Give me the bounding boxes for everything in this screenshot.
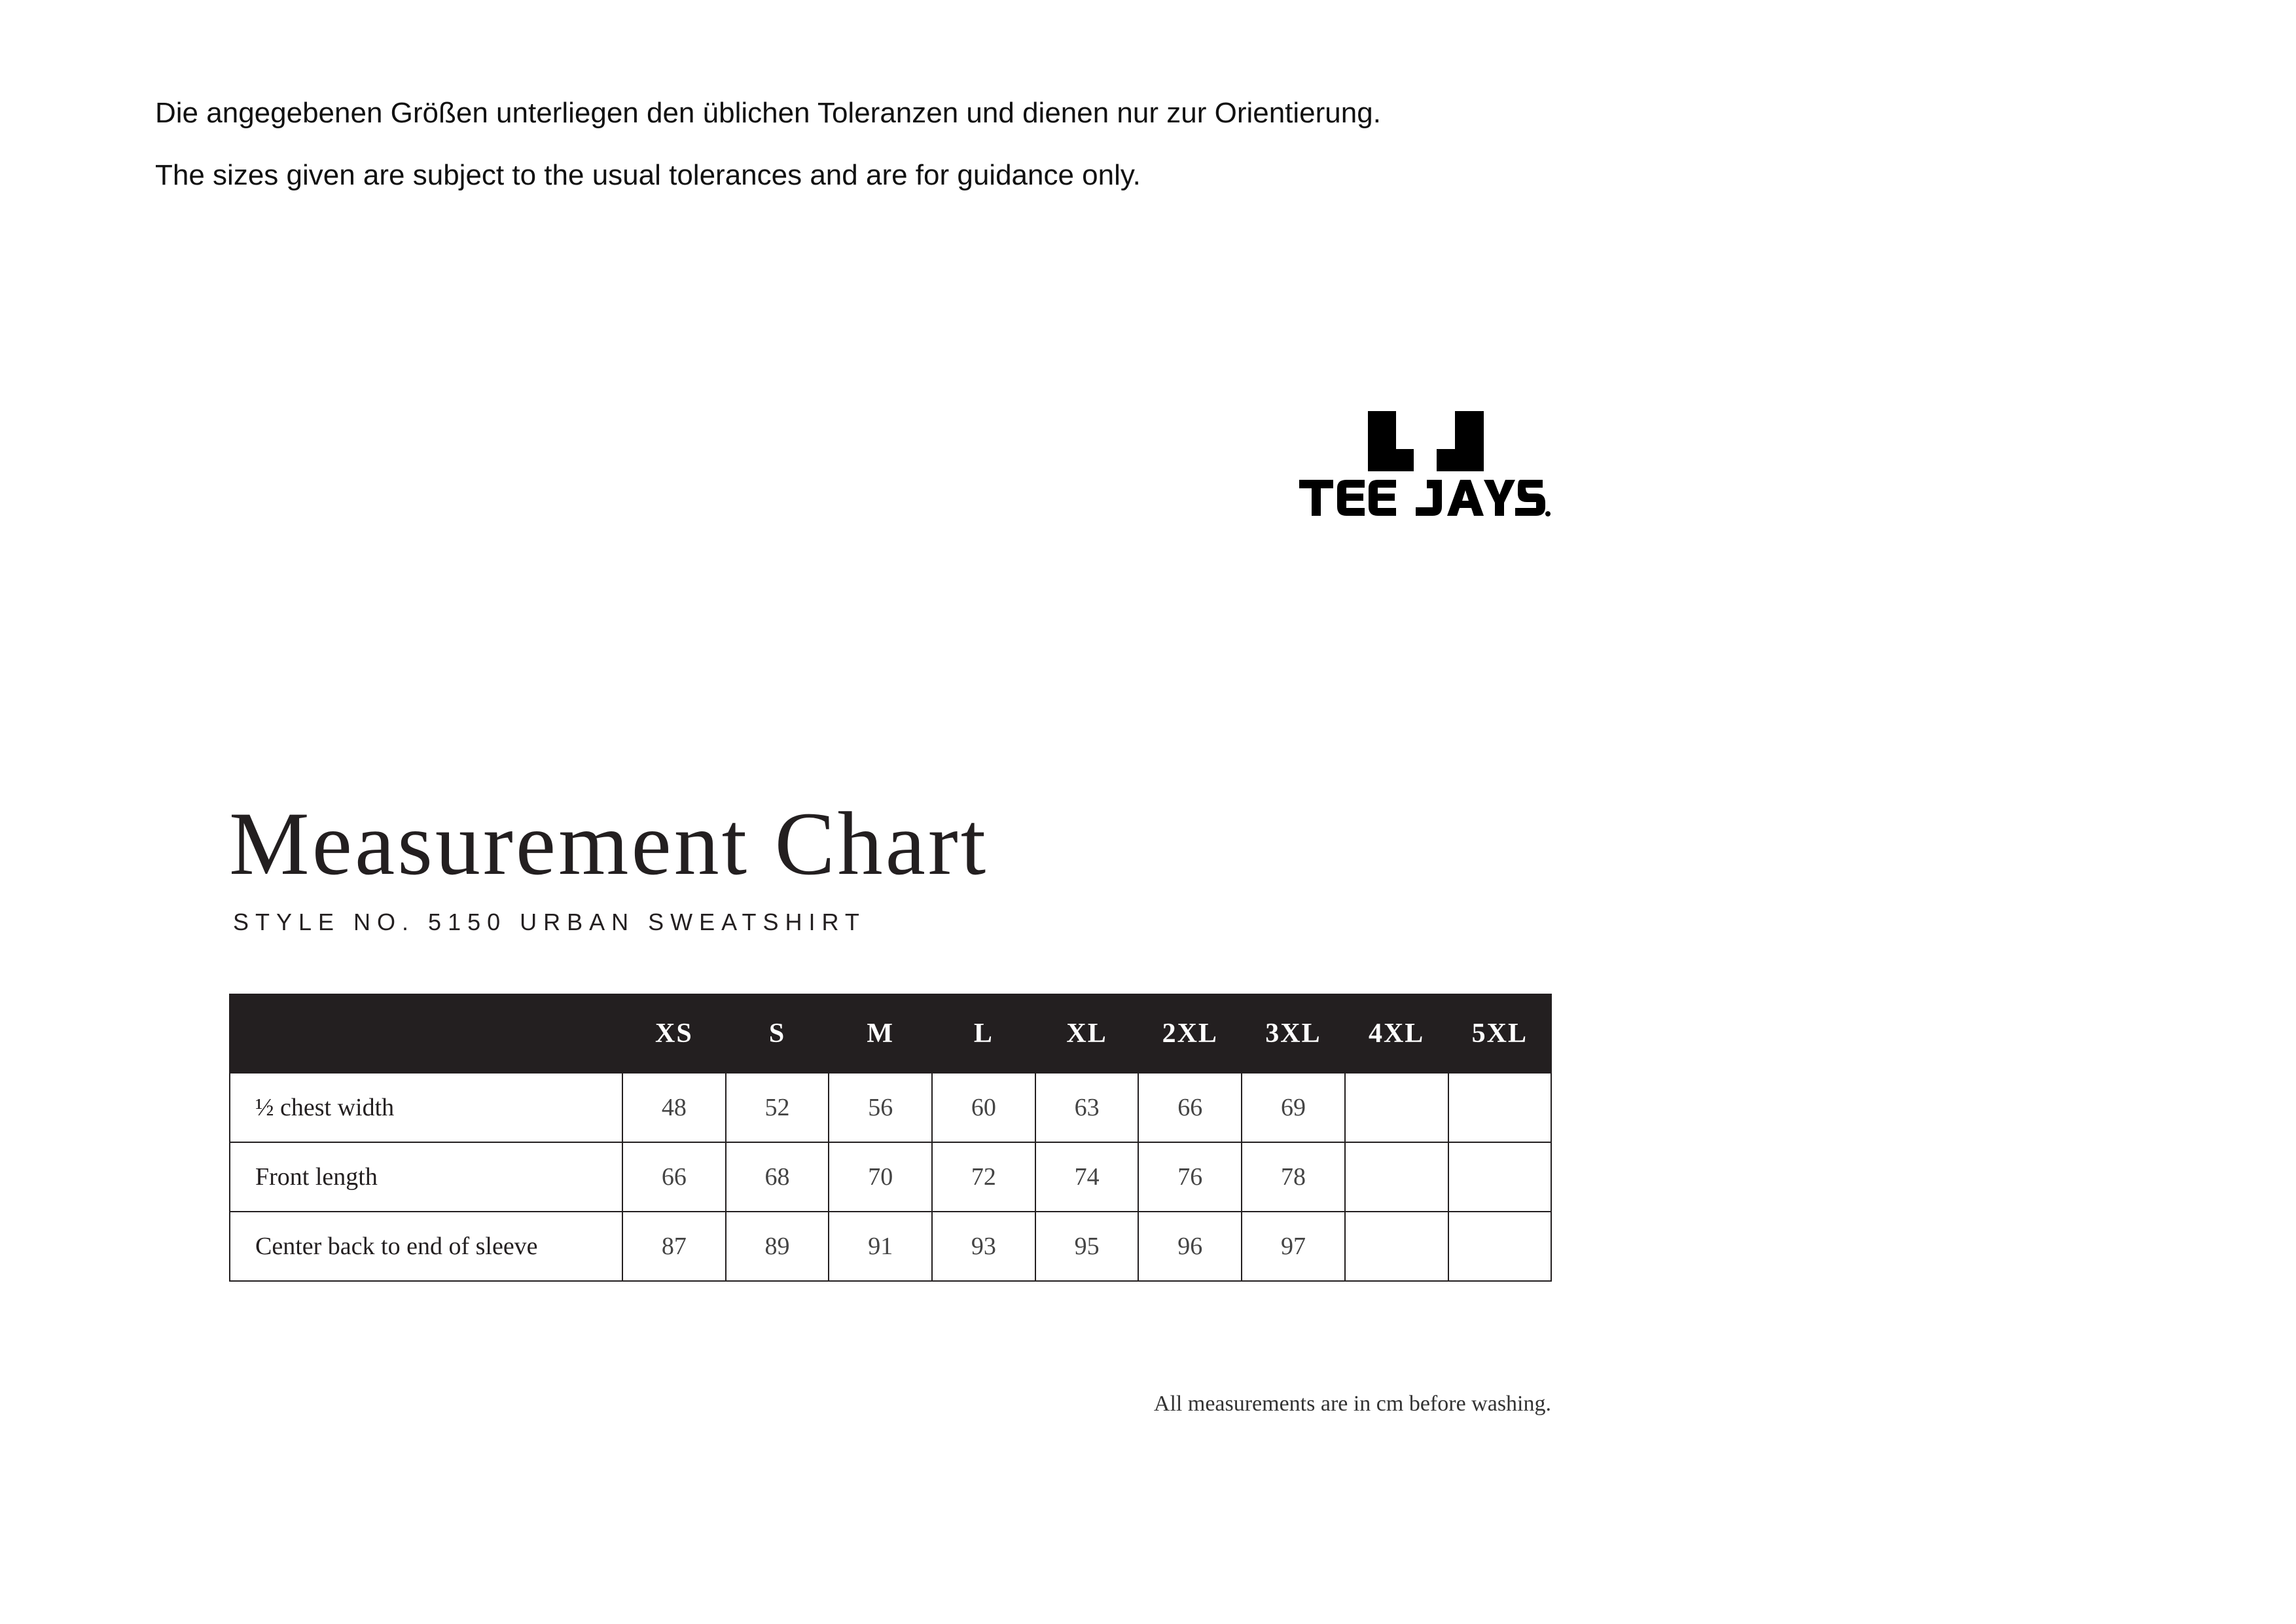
table-cell	[1448, 1212, 1552, 1281]
table-header-size: XS	[622, 994, 726, 1073]
table-cell: 68	[726, 1142, 829, 1212]
row-label: Front length	[230, 1142, 622, 1212]
chart-subtitle: STYLE NO. 5150 URBAN SWEATSHIRT	[233, 909, 866, 935]
table-header-size: XL	[1035, 994, 1139, 1073]
table-cell	[1448, 1073, 1552, 1142]
table-header-size: L	[932, 994, 1035, 1073]
measurement-table	[229, 994, 1552, 1282]
row-label: Center back to end of sleeve	[230, 1212, 622, 1281]
table-cell: 72	[932, 1142, 1035, 1212]
table-cell: 63	[1035, 1073, 1139, 1142]
table-cell: 87	[622, 1212, 726, 1281]
table-header-size: 2XL	[1138, 994, 1242, 1073]
table-cell: 93	[932, 1212, 1035, 1281]
chart-title: Measurement Chart	[229, 793, 989, 893]
table-cell: 60	[932, 1073, 1035, 1142]
measurement-footnote: All measurements are in cm before washing.	[1153, 1392, 1551, 1416]
table-cell: 66	[1138, 1073, 1242, 1142]
table-cell	[1345, 1212, 1448, 1281]
tee-jays-logo-icon	[1299, 411, 1551, 519]
table-cell	[1345, 1142, 1448, 1212]
table-cell: 48	[622, 1073, 726, 1142]
notice-german: Die angegebenen Größen unterliegen den üblichen Toleranzen und dienen nur zur Orientierung.	[155, 97, 1381, 129]
table-cell: 70	[829, 1142, 932, 1212]
table-header-size: 3XL	[1242, 994, 1345, 1073]
table-row	[230, 1212, 1551, 1281]
table-cell	[1448, 1142, 1552, 1212]
table-cell	[1345, 1073, 1448, 1142]
table-cell: 97	[1242, 1212, 1345, 1281]
table-cell: 76	[1138, 1142, 1242, 1212]
table-cell: 95	[1035, 1212, 1139, 1281]
table-header-size: 4XL	[1345, 994, 1448, 1073]
table-cell: 56	[829, 1073, 932, 1142]
table-cell: 52	[726, 1073, 829, 1142]
table-cell: 78	[1242, 1142, 1345, 1212]
table-cell: 69	[1242, 1073, 1345, 1142]
table-cell: 74	[1035, 1142, 1139, 1212]
table-cell: 89	[726, 1212, 829, 1281]
table-row	[230, 1142, 1551, 1212]
row-label: ½ chest width	[230, 1073, 622, 1142]
table-header-size: S	[726, 994, 829, 1073]
table-cell: 96	[1138, 1212, 1242, 1281]
table-cell: 91	[829, 1212, 932, 1281]
table-row	[230, 1073, 1551, 1142]
notice-english: The sizes given are subject to the usual tolerances and are for guidance only.	[155, 159, 1141, 191]
table-header-empty	[230, 994, 622, 1073]
table-cell: 66	[622, 1142, 726, 1212]
table-header-size: M	[829, 994, 932, 1073]
table-header-row	[230, 994, 1551, 1073]
table-header-size: 5XL	[1448, 994, 1552, 1073]
